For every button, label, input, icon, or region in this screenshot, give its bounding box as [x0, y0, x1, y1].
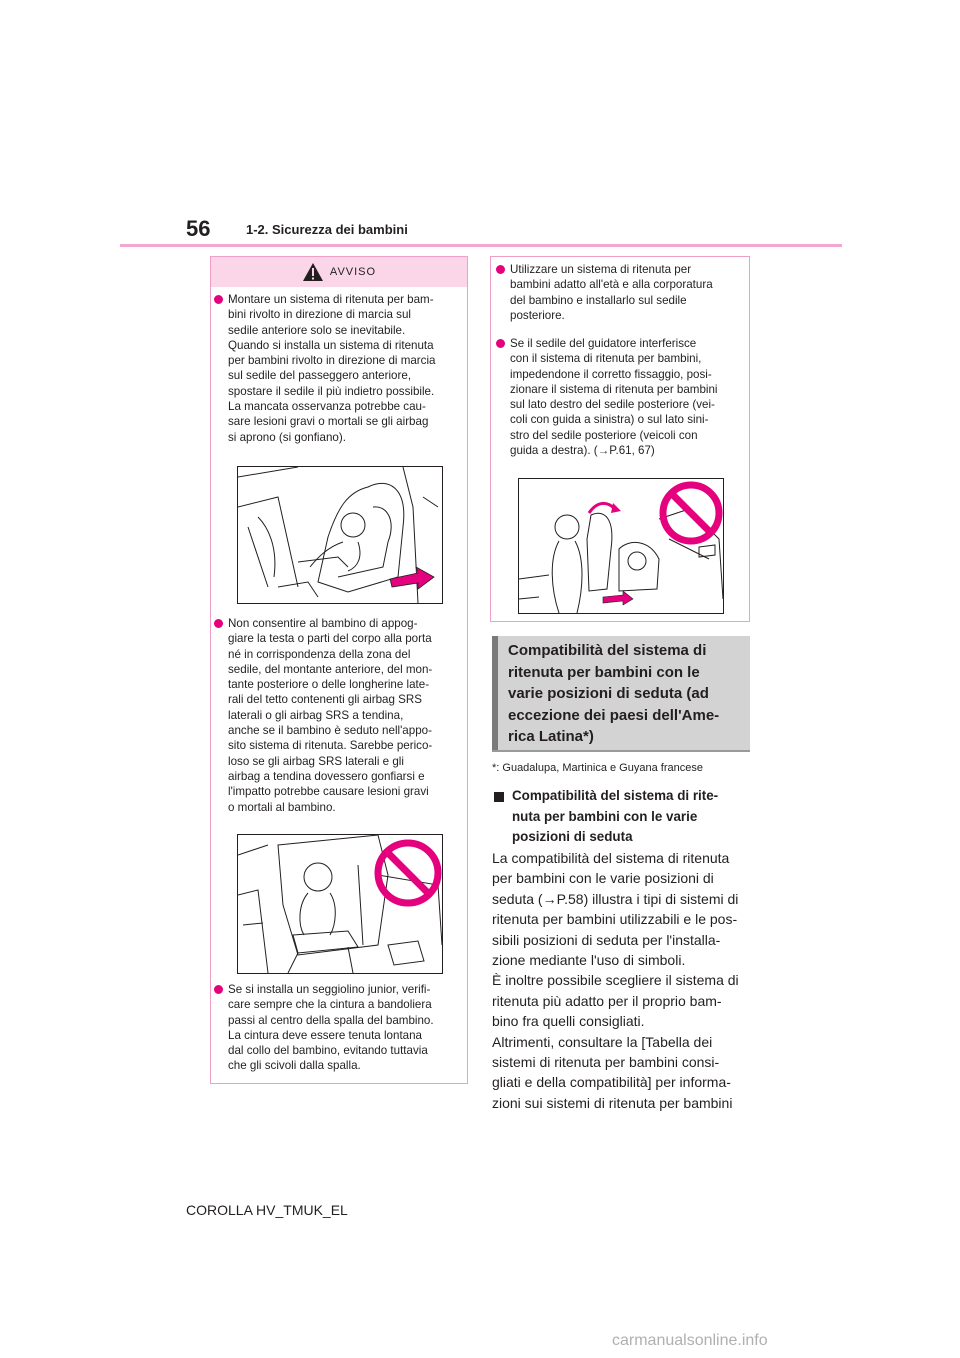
footnote: *: Guadalupa, Martinica e Guyana francese [492, 762, 703, 774]
right-warning-bullet-2-text: Se il sedile del guidatore interferisce con il sistema di ritenuta per bambini, impedendone il corretto fissaggio, posi- zionare il sistema di ritenuta per bambini sul lato destro del sedile posteriore (vei- coli con guida a sinistra) o sul lato sini- stro del sedile posteriore (veicoli con guida a destra). (→P.61, 67) [510, 337, 718, 458]
illustration-driver-seat-interference [518, 478, 724, 614]
footer-model-code: COROLLA HV_TMUK_EL [186, 1202, 348, 1218]
warning-header [211, 257, 467, 287]
warning-bullet-1-text: Montare un sistema di ritenuta per bam- bini rivolto in direzione di marcia sul sedile anteriore solo se inevitabile. Quando si installa un sistema di ritenuta per bambini rivolto in direzione di marcia sul sedile del passeggero anteriore, spostare il sedile il più indietro possibile. La mancata osservanza potrebbe cau- sare lesioni gravi o mortali se gli airbag si aprono (si gonfiano). [228, 293, 436, 444]
subheading: Compatibilità del sistema di rite- nuta per bambini con le varie posizioni di seduta [512, 788, 719, 844]
page-number: 56 [186, 216, 211, 241]
bullet-dot [214, 295, 223, 304]
warning-bullet-2 [228, 616, 464, 815]
illustration-forward-facing-seat [237, 466, 443, 604]
right-warning-bullet-1-text: Utilizzare un sistema di ritenuta per bambini adatto all'età e alla corporatura del bambino e installarlo sul sedile posteriore. [510, 263, 713, 322]
square-bullet-icon [494, 792, 504, 802]
body-text: La compatibilità del sistema di ritenuta per bambini con le varie posizioni di seduta (→P.58) illustra i tipi di sistemi di ritenuta per bambini utilizzabili e le pos- sibili posizioni di seduta per l'installa- zione mediante l'uso di simboli. È inoltre possibile scegliere il sistema di ritenuta più adatto per il proprio bam- bino fra quelli consigliati. Altrimenti, consultare la [Tabella dei sistemi di ritenuta per bambini consi- gliati e della compatibilità] per informa- zioni sui sistemi di ritenuta per bambini [492, 850, 739, 1111]
watermark: carmanualsonline.info [612, 1332, 768, 1349]
right-warning-bullet-1 [510, 262, 746, 323]
header-divider [120, 244, 842, 247]
warning-bullet-1 [228, 292, 464, 445]
section-heading: Compatibilità del sistema di ritenuta per bambini con le varie posizioni di seduta (ad eccezione dei paesi dell'Ame- rica Latina*) [508, 642, 720, 746]
driver-seat-drawing [519, 479, 723, 613]
bullet-dot [214, 619, 223, 628]
illustration-child-leaning-door [237, 834, 443, 974]
warning-triangle-icon [302, 262, 324, 282]
section-title: 1-2. Sicurezza dei bambini [246, 222, 408, 237]
right-warning-bullet-2 [510, 336, 746, 458]
warning-bullet-3 [228, 982, 464, 1074]
warning-label: AVVISO [329, 266, 377, 278]
bullet-dot [496, 339, 505, 348]
forward-seat-drawing [238, 467, 442, 603]
child-seat-drawing [238, 835, 442, 973]
bullet-dot [214, 985, 223, 994]
warning-bullet-2-text: Non consentire al bambino di appog- giare la testa o parti del corpo alla porta né in corrispondenza della zona del sedile, del montante anteriore, del mon- tante posteriore o delle longherine late- rali del tetto contenenti gli airbag SRS laterali o gli airbag SRS a tendina, anche se il bambino è seduto nell'appo- sito sistema di ritenuta. Sarebbe perico- loso se gli airbag SRS laterali e gli airbag a tendina dovessero gonfiarsi e l'impatto potrebbe causare lesioni gravi o mortali al bambino. [228, 617, 433, 814]
section-heading-box [492, 636, 750, 752]
warning-bullet-3-text: Se si installa un seggiolino junior, verifi- care sempre che la cintura a bandoliera passi al centro della spalla del bambino. La cintura deve essere tenuta lontana dal collo del bambino, evitando tuttavia che gli scivoli dalla spalla. [228, 983, 434, 1073]
bullet-dot [496, 265, 505, 274]
section-accent-bar [492, 636, 498, 750]
